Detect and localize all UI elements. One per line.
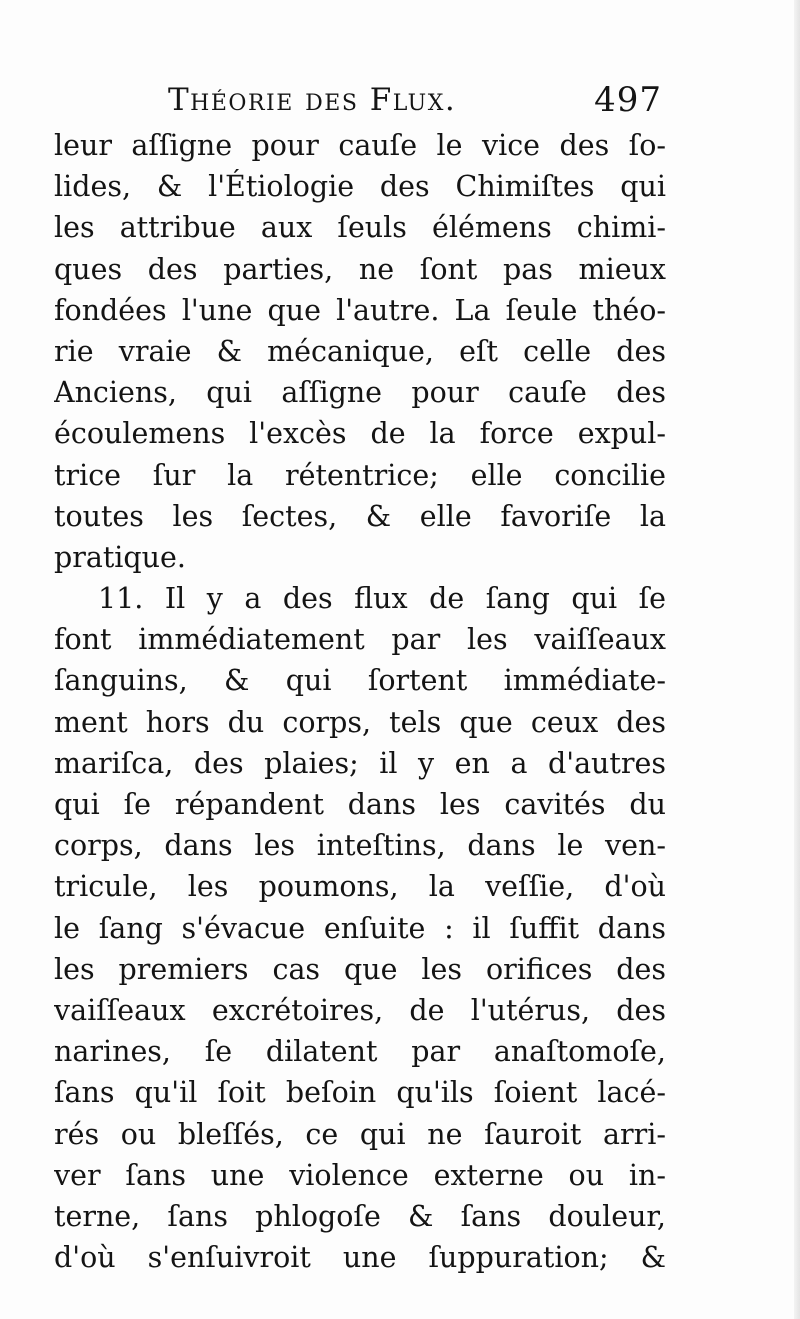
text-line: font immédiatement par les vaiſſeaux (54, 623, 666, 657)
text-line: trice ſur la rétentrice; elle concilie (54, 458, 666, 492)
text-line: ſans qu'il ſoit beſoin qu'ils ſoient lacé- (54, 1076, 666, 1110)
text-line: narines, ſe dilatent par anaſtomoſe, (54, 1035, 666, 1069)
text-line: lides, & l'Étiologie des Chimiſtes qui (54, 170, 666, 204)
text-line: d'où s'enſuivroit une ſuppuration; & (54, 1241, 666, 1275)
page-header (168, 78, 678, 132)
running-title: Théorie des Flux. (168, 82, 457, 118)
text-line: ques des parties, ne ſont pas mieux (54, 252, 666, 286)
text-line: ver ſans une violence externe ou in- (54, 1158, 666, 1192)
text-line: corps, dans les inteſtins, dans le ven- (54, 829, 666, 863)
text-line: ment hors du corps, tels que ceux des (54, 705, 666, 739)
text-line: fondées l'une que l'autre. La ſeule théo- (54, 293, 666, 327)
text-line: les premiers cas que les orifices des (54, 952, 666, 986)
text-line: qui ſe répandent dans les cavités du (54, 788, 666, 821)
text-line: tricule, les poumons, la veſſie, d'où (54, 870, 666, 904)
text-line: le ſang s'évacue enſuite : il ſuffit dans (54, 911, 666, 945)
text-line: écoulemens l'excès de la force expul- (54, 417, 666, 451)
text-line: ſanguins, & qui ſortent immédiate- (54, 664, 666, 698)
text-line: vaiſſeaux excrétoires, de l'utérus, des (54, 993, 666, 1027)
text-line: rés ou bleſſés, ce qui ne ſauroit arri- (54, 1117, 666, 1151)
text-line: mariſca, des plaies; il y en a d'autres (54, 746, 666, 780)
paragraph-end-line: pratique. (54, 540, 186, 574)
text-line: les attribue aux ſeuls élémens chimi- (54, 211, 666, 245)
paragraph-start-line: 11. Il y a des flux de ſang qui ſe (98, 582, 666, 616)
page-edge-shadow (794, 0, 800, 1319)
text-line: toutes les ſectes, & elle favoriſe la (54, 499, 666, 533)
text-line: Anciens, qui aſſigne pour cauſe des (54, 376, 666, 410)
text-line: leur aſſigne pour cauſe le vice des ſo- (54, 129, 666, 162)
text-line: terne, ſans phlogoſe & ſans douleur, (54, 1199, 666, 1233)
text-line: rie vraie & mécanique, eſt celle des (54, 334, 666, 368)
page-number: 497 (594, 80, 662, 120)
body-text (54, 125, 666, 1278)
